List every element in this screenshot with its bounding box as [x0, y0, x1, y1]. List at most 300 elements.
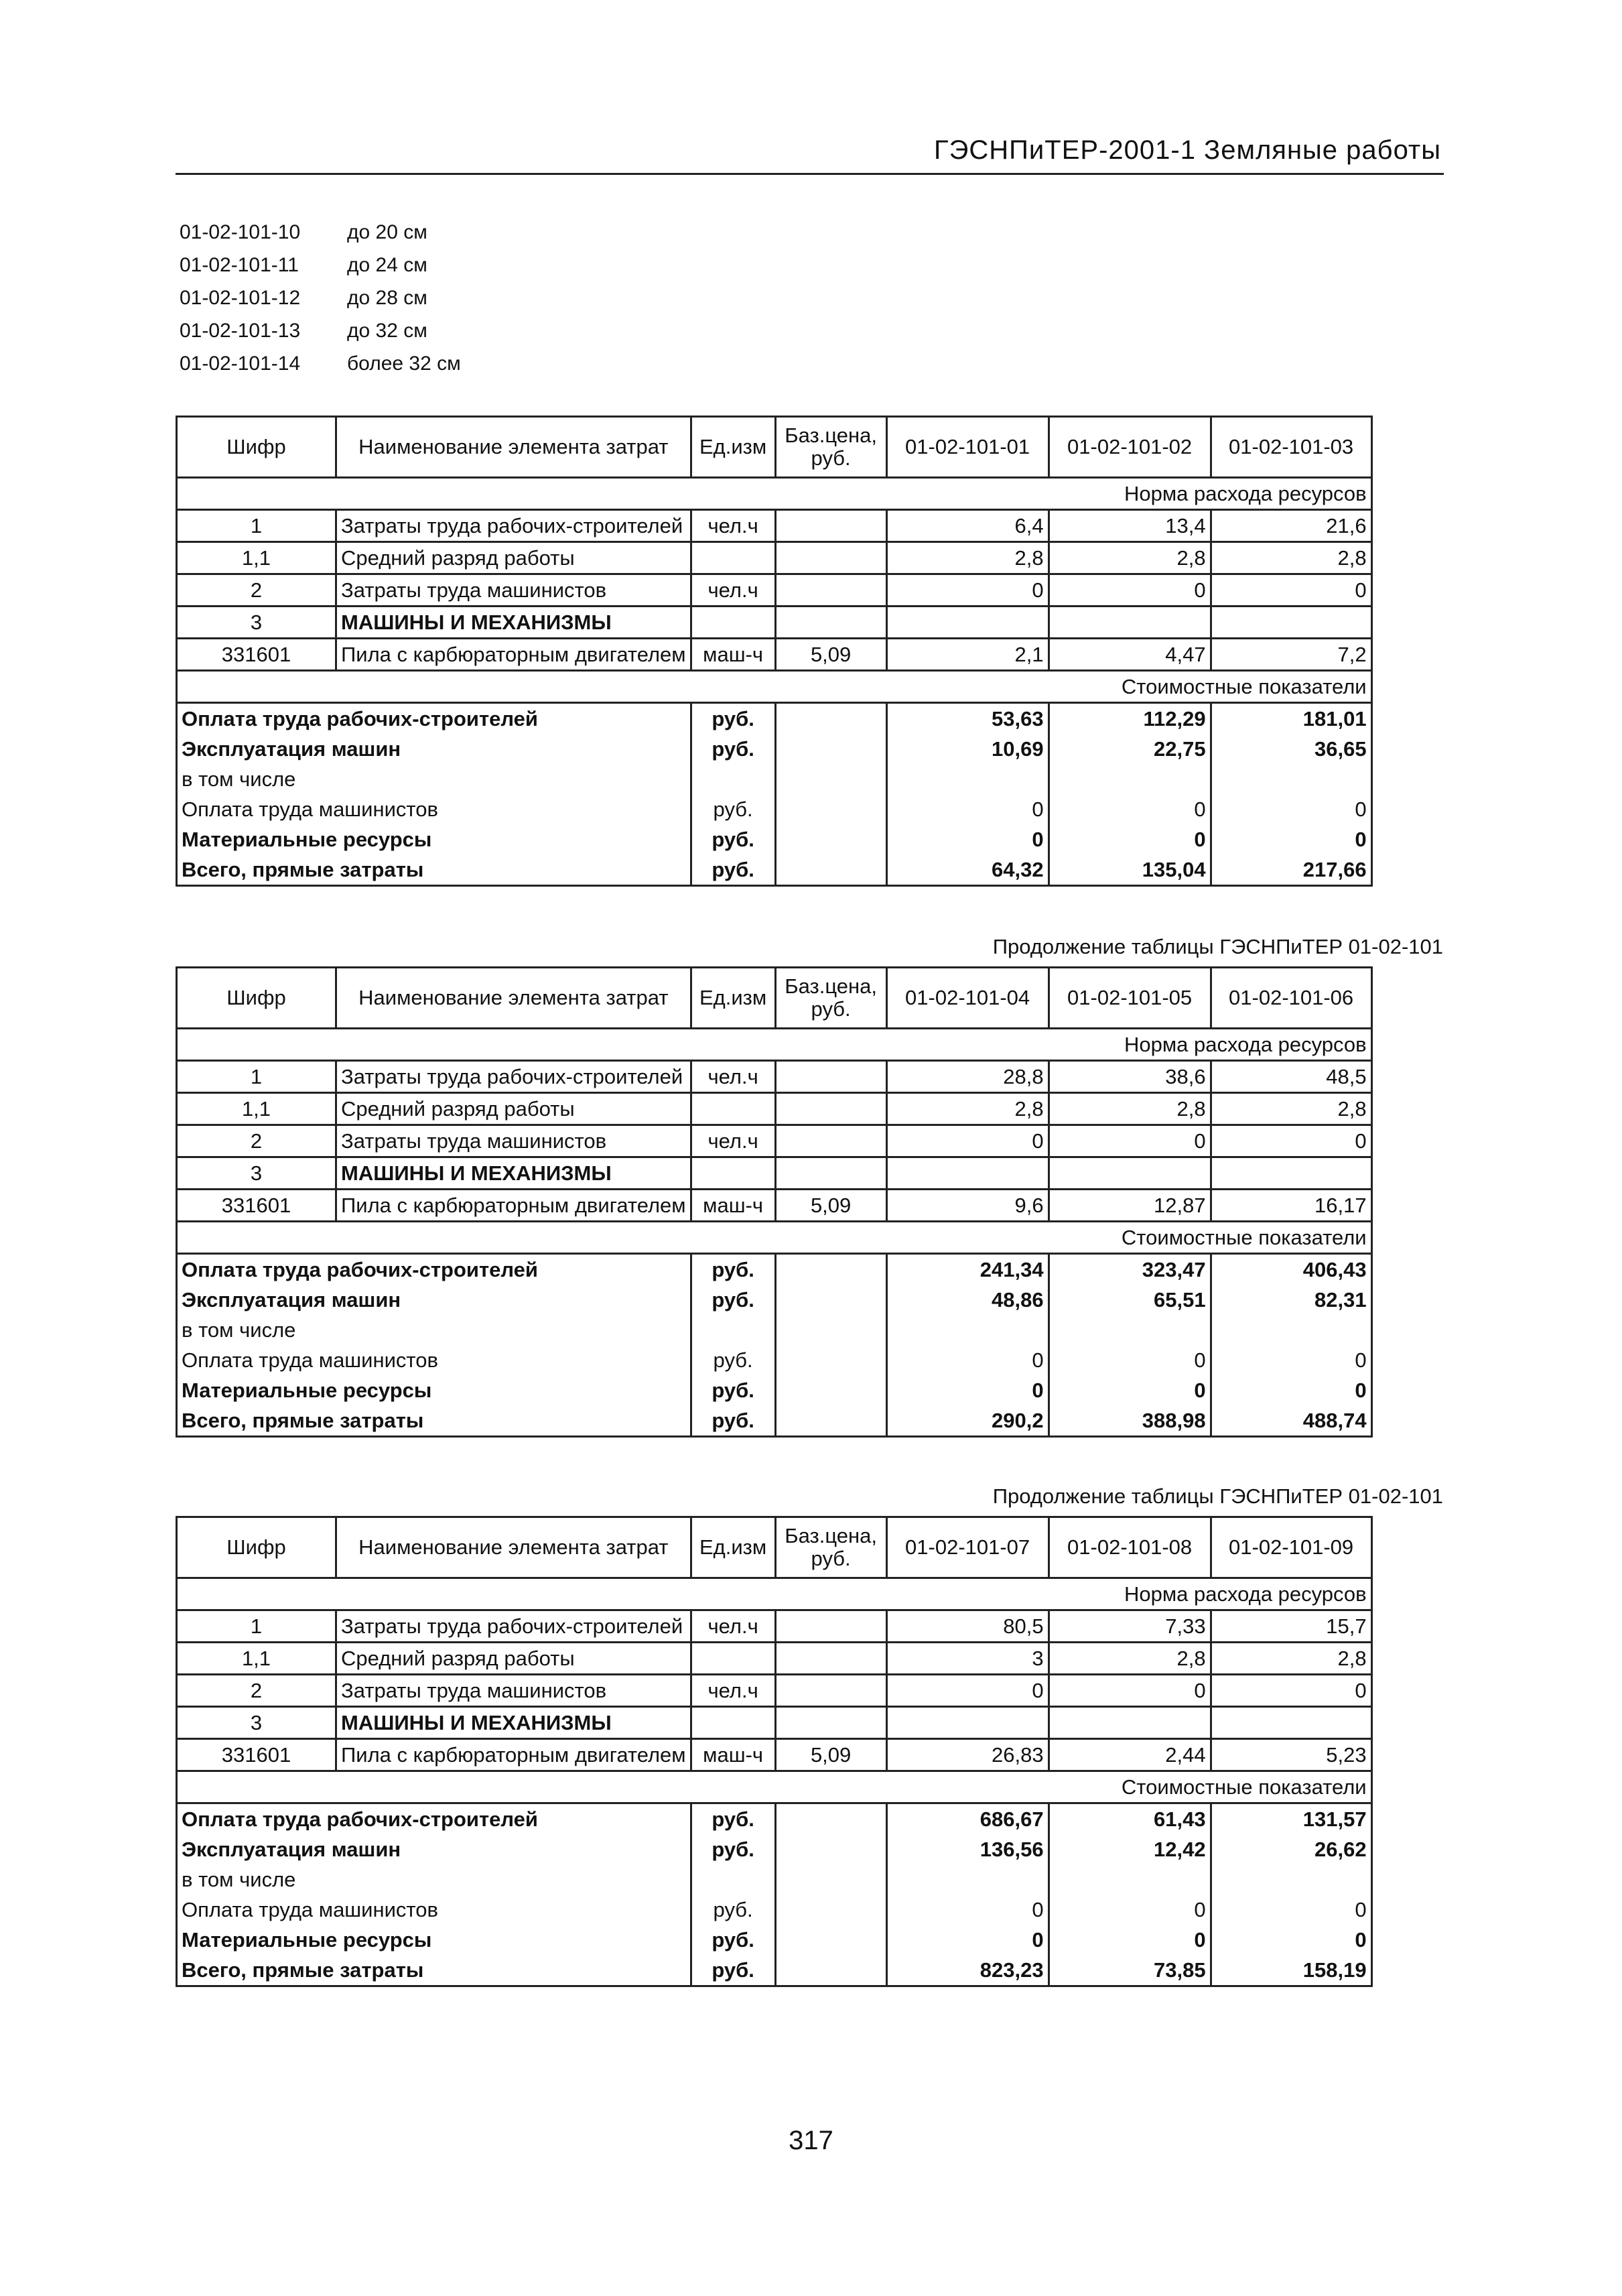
cell-unit: маш-ч	[691, 639, 775, 671]
band-row-cost	[177, 671, 1372, 703]
table-row	[177, 1739, 1372, 1771]
cell-cost-name: Оплата труда рабочих-строителей	[177, 703, 691, 735]
cell-value: 0	[886, 824, 1049, 854]
cell-unit: маш-ч	[691, 1190, 775, 1222]
cost-row	[177, 1864, 1372, 1895]
cell-value: 0	[1211, 1895, 1371, 1925]
column-header-code: 01-02-101-06	[1211, 968, 1371, 1029]
cell-value: 0	[886, 794, 1049, 824]
column-header-name: Наименование элемента затрат	[336, 968, 691, 1029]
cost-row	[177, 1925, 1372, 1955]
cell-value: 12,87	[1049, 1190, 1211, 1222]
cell-value: 80,5	[886, 1610, 1049, 1643]
cell-base-price	[775, 1864, 886, 1895]
table-row	[177, 510, 1372, 542]
cell-base-price	[775, 607, 886, 639]
cell-value	[886, 1707, 1049, 1739]
cell-value: 21,6	[1211, 510, 1371, 542]
table-row	[177, 1125, 1372, 1157]
cell-name: МАШИНЫ И МЕХАНИЗМЫ	[336, 607, 691, 639]
resource-table	[176, 966, 1373, 1438]
cell-name: Средний разряд работы	[336, 1643, 691, 1675]
cell-value: 406,43	[1211, 1254, 1371, 1285]
band-norm-label: Норма расхода ресурсов	[177, 1578, 1372, 1610]
running-header	[176, 129, 1444, 175]
cell-base-price	[775, 1345, 886, 1375]
list-item-code: 01-02-101-12	[180, 287, 301, 309]
cell-value: 0	[1049, 1345, 1211, 1375]
cell-shifr: 1	[177, 510, 336, 542]
cell-value	[1211, 1157, 1371, 1190]
cell-value: 26,83	[886, 1739, 1049, 1771]
cell-unit: руб.	[691, 1285, 775, 1315]
column-header-code: 01-02-101-09	[1211, 1517, 1371, 1578]
cell-value: 2,44	[1049, 1739, 1211, 1771]
cell-name: Пила с карбюраторным двигателем	[336, 1739, 691, 1771]
cell-cost-name: Материальные ресурсы	[177, 1925, 691, 1955]
table-caption: Продолжение таблицы ГЭСНПиТЕР 01-02-101	[992, 935, 1443, 958]
cell-value	[886, 1864, 1049, 1895]
cell-value: 2,8	[886, 542, 1049, 574]
cell-cost-name: Оплата труда рабочих-строителей	[177, 1803, 691, 1835]
cell-value: 0	[1049, 1125, 1211, 1157]
cell-value: 0	[886, 1675, 1049, 1707]
cell-shifr: 1,1	[177, 542, 336, 574]
cell-unit: руб.	[691, 854, 775, 886]
cell-base-price	[775, 1315, 886, 1345]
table-row	[177, 639, 1372, 671]
code-list	[180, 221, 461, 385]
cell-unit: руб.	[691, 703, 775, 735]
cell-value: 823,23	[886, 1955, 1049, 1986]
cell-cost-name: Оплата труда машинистов	[177, 1895, 691, 1925]
cell-shifr: 1,1	[177, 1643, 336, 1675]
cell-value	[1211, 607, 1371, 639]
cell-value: 2,8	[1211, 1093, 1371, 1125]
cell-base-price	[775, 542, 886, 574]
cell-value: 0	[1211, 1375, 1371, 1405]
cell-unit	[691, 1643, 775, 1675]
list-item	[180, 353, 461, 385]
cell-base-price	[775, 1834, 886, 1864]
list-item-code: 01-02-101-10	[180, 221, 301, 243]
cost-row	[177, 1955, 1372, 1986]
cell-unit	[691, 607, 775, 639]
cell-shifr: 2	[177, 1125, 336, 1157]
cell-base-price	[775, 1895, 886, 1925]
cell-base-price	[775, 1285, 886, 1315]
cell-value: 28,8	[886, 1061, 1049, 1093]
column-header-code: 01-02-101-01	[886, 417, 1049, 478]
cell-unit: руб.	[691, 1345, 775, 1375]
cell-name: МАШИНЫ И МЕХАНИЗМЫ	[336, 1157, 691, 1190]
cost-row	[177, 1895, 1372, 1925]
cell-shifr: 2	[177, 574, 336, 607]
page-number: 317	[789, 2126, 833, 2155]
cell-base-price: 5,09	[775, 1190, 886, 1222]
band-cost-label: Стоимостные показатели	[177, 1771, 1372, 1803]
cell-cost-name: Эксплуатация машин	[177, 1285, 691, 1315]
list-item	[180, 221, 461, 254]
table-row	[177, 574, 1372, 607]
cell-cost-name: Материальные ресурсы	[177, 1375, 691, 1405]
cell-value: 6,4	[886, 510, 1049, 542]
table-row	[177, 1061, 1372, 1093]
cell-unit: руб.	[691, 1895, 775, 1925]
cell-value	[1049, 1157, 1211, 1190]
cell-cost-name: в том числе	[177, 1315, 691, 1345]
cell-value: 48,5	[1211, 1061, 1371, 1093]
column-header-code: 01-02-101-02	[1049, 417, 1211, 478]
cell-base-price	[775, 1093, 886, 1125]
list-item-desc: до 24 см	[347, 254, 427, 276]
table-caption: Продолжение таблицы ГЭСНПиТЕР 01-02-101	[992, 1484, 1443, 1508]
column-header-shifr: Шифр	[177, 417, 336, 478]
band-row-norm	[177, 1578, 1372, 1610]
cell-shifr: 331601	[177, 639, 336, 671]
cell-cost-name: Всего, прямые затраты	[177, 1955, 691, 1986]
cell-value: 112,29	[1049, 703, 1211, 735]
cell-base-price	[775, 703, 886, 735]
column-header-name: Наименование элемента затрат	[336, 1517, 691, 1578]
band-row-cost	[177, 1771, 1372, 1803]
cell-unit: чел.ч	[691, 1610, 775, 1643]
cost-row	[177, 1405, 1372, 1437]
cell-base-price	[775, 1061, 886, 1093]
cell-base-price	[775, 1675, 886, 1707]
list-item	[180, 320, 461, 353]
cell-value: 15,7	[1211, 1610, 1371, 1643]
cell-value	[1211, 1707, 1371, 1739]
cell-value	[886, 1157, 1049, 1190]
cell-name: Средний разряд работы	[336, 542, 691, 574]
cell-unit	[691, 1093, 775, 1125]
cell-value	[1049, 607, 1211, 639]
column-header-code: 01-02-101-03	[1211, 417, 1371, 478]
table-header-row	[177, 968, 1372, 1029]
cell-name: Затраты труда рабочих-строителей	[336, 510, 691, 542]
cell-name: Затраты труда машинистов	[336, 1675, 691, 1707]
column-header-code: 01-02-101-04	[886, 968, 1049, 1029]
cell-value: 181,01	[1211, 703, 1371, 735]
cell-base-price: 5,09	[775, 1739, 886, 1771]
list-item-desc: более 32 см	[347, 353, 461, 375]
list-item-code: 01-02-101-13	[180, 320, 301, 342]
cell-base-price	[775, 1157, 886, 1190]
column-header-shifr: Шифр	[177, 1517, 336, 1578]
cell-base-price	[775, 1803, 886, 1835]
cell-value: 0	[1049, 1375, 1211, 1405]
cell-value: 388,98	[1049, 1405, 1211, 1437]
cell-value: 0	[886, 1375, 1049, 1405]
cell-value: 2,8	[886, 1093, 1049, 1125]
cell-value	[1049, 1315, 1211, 1345]
cell-name: Пила с карбюраторным двигателем	[336, 639, 691, 671]
cell-value: 13,4	[1049, 510, 1211, 542]
table-row	[177, 1093, 1372, 1125]
cost-row	[177, 1834, 1372, 1864]
cell-value: 36,65	[1211, 734, 1371, 764]
cell-name: Затраты труда рабочих-строителей	[336, 1061, 691, 1093]
cell-value: 0	[1211, 1925, 1371, 1955]
cell-name: Пила с карбюраторным двигателем	[336, 1190, 691, 1222]
cell-value: 53,63	[886, 703, 1049, 735]
cell-value: 0	[886, 1925, 1049, 1955]
cell-base-price	[775, 764, 886, 794]
cell-cost-name: в том числе	[177, 764, 691, 794]
cell-cost-name: Эксплуатация машин	[177, 1834, 691, 1864]
cell-unit: чел.ч	[691, 1675, 775, 1707]
cell-unit: руб.	[691, 1405, 775, 1437]
cell-value: 136,56	[886, 1834, 1049, 1864]
column-header-name: Наименование элемента затрат	[336, 417, 691, 478]
list-item	[180, 254, 461, 287]
cell-unit: руб.	[691, 824, 775, 854]
cell-name: Затраты труда машинистов	[336, 574, 691, 607]
cell-value: 2,8	[1049, 542, 1211, 574]
cell-value: 65,51	[1049, 1285, 1211, 1315]
cell-name: МАШИНЫ И МЕХАНИЗМЫ	[336, 1707, 691, 1739]
cell-value: 241,34	[886, 1254, 1049, 1285]
cell-unit: маш-ч	[691, 1739, 775, 1771]
cell-value: 4,47	[1049, 639, 1211, 671]
cost-row	[177, 854, 1372, 886]
cell-unit: чел.ч	[691, 1125, 775, 1157]
cell-unit: чел.ч	[691, 1061, 775, 1093]
cell-name: Затраты труда машинистов	[336, 1125, 691, 1157]
cell-unit: руб.	[691, 734, 775, 764]
cost-row	[177, 1254, 1372, 1285]
cell-value: 12,42	[1049, 1834, 1211, 1864]
cell-unit: руб.	[691, 1834, 775, 1864]
cell-value: 686,67	[886, 1803, 1049, 1835]
list-item-code: 01-02-101-11	[180, 254, 299, 276]
cell-base-price	[775, 574, 886, 607]
table-row	[177, 542, 1372, 574]
cell-value: 7,2	[1211, 639, 1371, 671]
cell-base-price	[775, 1707, 886, 1739]
cost-row	[177, 734, 1372, 764]
cell-cost-name: Оплата труда машинистов	[177, 794, 691, 824]
cell-base-price	[775, 734, 886, 764]
cell-unit: руб.	[691, 1955, 775, 1986]
cell-value: 158,19	[1211, 1955, 1371, 1986]
cell-cost-name: Всего, прямые затраты	[177, 1405, 691, 1437]
cell-value: 48,86	[886, 1285, 1049, 1315]
list-item-code: 01-02-101-14	[180, 353, 301, 375]
cell-value	[1211, 764, 1371, 794]
cell-value: 0	[1049, 1675, 1211, 1707]
cell-value: 82,31	[1211, 1285, 1371, 1315]
cell-value	[886, 764, 1049, 794]
cell-name: Средний разряд работы	[336, 1093, 691, 1125]
cell-value: 0	[1211, 794, 1371, 824]
cell-shifr: 3	[177, 1707, 336, 1739]
column-header-base-price: Баз.цена, руб.	[775, 1517, 886, 1578]
cost-row	[177, 1285, 1372, 1315]
cell-value	[1049, 1864, 1211, 1895]
cell-base-price	[775, 1125, 886, 1157]
cell-value: 0	[1211, 1125, 1371, 1157]
cell-value: 5,23	[1211, 1739, 1371, 1771]
cell-base-price	[775, 794, 886, 824]
cell-value: 0	[1211, 574, 1371, 607]
band-row-norm	[177, 1029, 1372, 1061]
cell-value: 7,33	[1049, 1610, 1211, 1643]
cell-cost-name: Эксплуатация машин	[177, 734, 691, 764]
cell-value: 0	[886, 1895, 1049, 1925]
cell-unit	[691, 1315, 775, 1345]
cell-unit	[691, 1707, 775, 1739]
resource-table	[176, 1516, 1373, 1987]
cell-value	[886, 1315, 1049, 1345]
cell-value: 2,8	[1049, 1093, 1211, 1125]
cell-value: 217,66	[1211, 854, 1371, 886]
cell-value: 0	[1049, 794, 1211, 824]
cell-value: 2,8	[1211, 542, 1371, 574]
list-item-desc: до 28 см	[347, 287, 427, 309]
cell-value: 3	[886, 1643, 1049, 1675]
cell-unit: руб.	[691, 1925, 775, 1955]
cell-value	[1049, 1707, 1211, 1739]
cell-value: 16,17	[1211, 1190, 1371, 1222]
cell-cost-name: Оплата труда рабочих-строителей	[177, 1254, 691, 1285]
cell-value	[1211, 1864, 1371, 1895]
cell-value: 61,43	[1049, 1803, 1211, 1835]
table-row	[177, 1610, 1372, 1643]
cell-base-price	[775, 1375, 886, 1405]
column-header-code: 01-02-101-07	[886, 1517, 1049, 1578]
cell-value: 0	[886, 1125, 1049, 1157]
cell-unit: руб.	[691, 1254, 775, 1285]
cell-value: 2,1	[886, 639, 1049, 671]
list-item	[180, 287, 461, 320]
band-row-norm	[177, 478, 1372, 510]
cell-cost-name: Оплата труда машинистов	[177, 1345, 691, 1375]
column-header-base-price: Баз.цена, руб.	[775, 417, 886, 478]
cell-value: 323,47	[1049, 1254, 1211, 1285]
cell-unit: чел.ч	[691, 574, 775, 607]
cell-value: 135,04	[1049, 854, 1211, 886]
cell-cost-name: в том числе	[177, 1864, 691, 1895]
cost-row	[177, 1375, 1372, 1405]
cell-value: 22,75	[1049, 734, 1211, 764]
column-header-code: 01-02-101-08	[1049, 1517, 1211, 1578]
cell-value	[1211, 1315, 1371, 1345]
cell-value: 38,6	[1049, 1061, 1211, 1093]
cell-shifr: 331601	[177, 1190, 336, 1222]
table-row	[177, 1643, 1372, 1675]
cell-unit	[691, 1157, 775, 1190]
cell-unit: руб.	[691, 1803, 775, 1835]
column-header-unit: Ед.изм	[691, 1517, 775, 1578]
cell-name: Затраты труда рабочих-строителей	[336, 1610, 691, 1643]
cell-base-price	[775, 1955, 886, 1986]
cell-value: 488,74	[1211, 1405, 1371, 1437]
cell-value: 9,6	[886, 1190, 1049, 1222]
cell-base-price	[775, 1610, 886, 1643]
table-row	[177, 1157, 1372, 1190]
table-header-row	[177, 1517, 1372, 1578]
cell-shifr: 1	[177, 1610, 336, 1643]
list-item-desc: до 32 см	[347, 320, 427, 342]
cell-value: 0	[886, 1345, 1049, 1375]
cell-base-price	[775, 854, 886, 886]
table-row	[177, 1675, 1372, 1707]
cell-unit	[691, 764, 775, 794]
cell-value: 0	[1049, 574, 1211, 607]
cell-value: 2,8	[1049, 1643, 1211, 1675]
cell-value: 0	[1049, 1925, 1211, 1955]
list-item-desc: до 20 см	[347, 221, 427, 243]
cell-base-price	[775, 1925, 886, 1955]
cost-row	[177, 1803, 1372, 1835]
cost-row	[177, 1345, 1372, 1375]
cost-row	[177, 703, 1372, 735]
cell-unit: чел.ч	[691, 510, 775, 542]
header-title: ГЭСНПиТЕР-2001-1 Земляные работы	[934, 135, 1441, 165]
cell-base-price	[775, 1405, 886, 1437]
column-header-code: 01-02-101-05	[1049, 968, 1211, 1029]
table-row	[177, 607, 1372, 639]
cell-value: 26,62	[1211, 1834, 1371, 1864]
column-header-unit: Ед.изм	[691, 417, 775, 478]
cost-row	[177, 1315, 1372, 1345]
column-header-base-price: Баз.цена, руб.	[775, 968, 886, 1029]
cell-base-price	[775, 510, 886, 542]
cell-shifr: 3	[177, 607, 336, 639]
cell-value: 131,57	[1211, 1803, 1371, 1835]
cell-value	[1049, 764, 1211, 794]
table-header-row	[177, 417, 1372, 478]
cost-row	[177, 794, 1372, 824]
cell-value: 73,85	[1049, 1955, 1211, 1986]
cell-value: 64,32	[886, 854, 1049, 886]
cell-shifr: 331601	[177, 1739, 336, 1771]
cell-unit: руб.	[691, 794, 775, 824]
cell-value: 0	[1049, 824, 1211, 854]
cell-unit	[691, 1864, 775, 1895]
cell-value: 0	[886, 574, 1049, 607]
cell-base-price	[775, 1643, 886, 1675]
cell-value: 290,2	[886, 1405, 1049, 1437]
cell-shifr: 3	[177, 1157, 336, 1190]
cost-row	[177, 824, 1372, 854]
table-row	[177, 1707, 1372, 1739]
cell-shifr: 2	[177, 1675, 336, 1707]
cell-shifr: 1,1	[177, 1093, 336, 1125]
cell-value: 0	[1049, 1895, 1211, 1925]
cell-base-price: 5,09	[775, 639, 886, 671]
cell-value: 0	[1211, 1345, 1371, 1375]
cell-value	[886, 607, 1049, 639]
cell-cost-name: Всего, прямые затраты	[177, 854, 691, 886]
column-header-unit: Ед.изм	[691, 968, 775, 1029]
band-row-cost	[177, 1222, 1372, 1254]
cell-cost-name: Материальные ресурсы	[177, 824, 691, 854]
cell-value: 0	[1211, 1675, 1371, 1707]
table-row	[177, 1190, 1372, 1222]
column-header-shifr: Шифр	[177, 968, 336, 1029]
cost-row	[177, 764, 1372, 794]
cell-unit: руб.	[691, 1375, 775, 1405]
cell-value: 0	[1211, 824, 1371, 854]
cell-value: 10,69	[886, 734, 1049, 764]
band-cost-label: Стоимостные показатели	[177, 1222, 1372, 1254]
cell-value: 2,8	[1211, 1643, 1371, 1675]
cell-base-price	[775, 824, 886, 854]
band-norm-label: Норма расхода ресурсов	[177, 1029, 1372, 1061]
